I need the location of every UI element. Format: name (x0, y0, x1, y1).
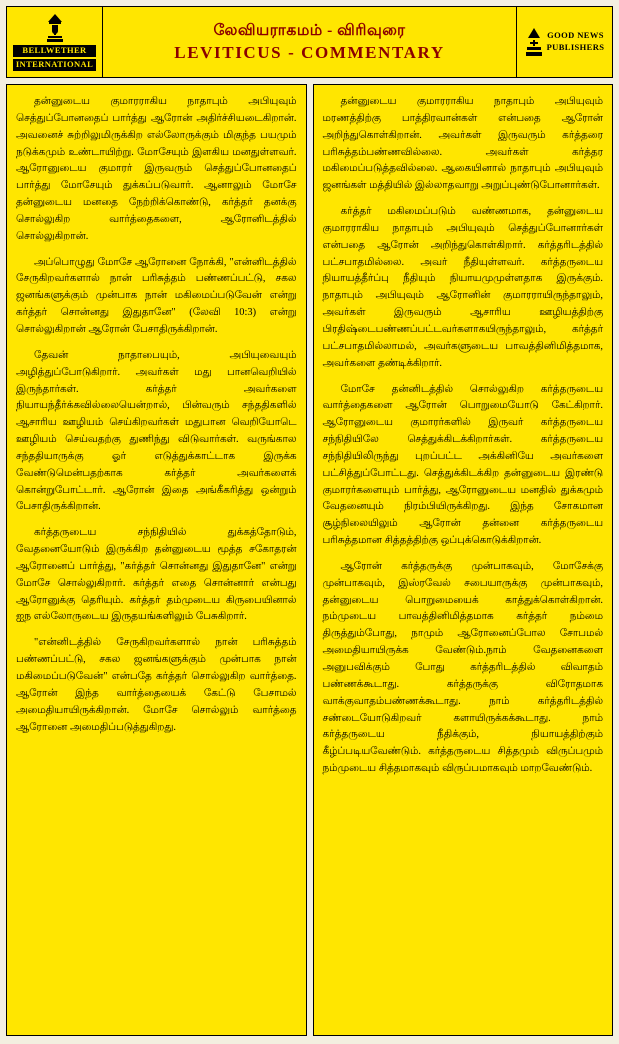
church-steeple-icon (525, 27, 543, 57)
title-english: LEVITICUS - COMMENTARY (174, 42, 445, 62)
right-column (313, 84, 614, 1036)
paragraph: மோசே தன்னிடத்தில் சொல்லுகிற கர்த்தருடைய வார்த்தைகளை ஆரோன் பொறுமையோடு கேட்கிறார். ஆரோனுடைய குமாரர்களில் இருவர் கர்த்தருடைய சந்நிதியிலே செத்துக்கிடக்கிறார்கள். கர்த்தருடைய சந்நிதியிலிருந்து புறப்பட்ட அக்கினியே அவர்களை பட்சித்துப்போட்டது. செத்துக்கிடக்கிற தன்னுடைய இரண்டு குமாரர்களையும் பார்த்து, ஆரோனுடைய மனதில் துக்கமும் வேதனையும் நிரம்பியிருக்கிறது. இந்த சோகமான சூழ்நிலையிலும் ஆரோன் தன்னை கர்த்தருடைய பரிசுத்தமான சித்தத்திற்கு ஒப்புக்கொடுக்கிறான். (322, 383, 603, 547)
logo-line-1: BELLWETHER (13, 45, 96, 57)
logo-line-2: PUBLISHERS (546, 42, 605, 52)
bell-tower-icon (46, 13, 64, 43)
logo-line-2: INTERNATIONAL (13, 59, 96, 71)
title-tamil: லேவியராகமம் - விரிவுரை (213, 21, 406, 39)
paragraph: அப்பொழுது மோசே ஆரோனை நோக்கி, "என்னிடத்தில் சேருகிறவர்களால் நான் பரிசுத்தம் பண்ணப்பட்டு, சகல ஜனங்களுக்கும் முன்பாக நான் மகிமைப்படுவேன் என்று கர்த்தர் சொன்னது இதுதானே" (லேவி 10:3) என்று சொல்லுகிறான் ஆரோன் பேசாதிருக்கிறான். (16, 256, 297, 335)
paragraph: "என்னிடத்தில் சேருகிறவர்களால் நான் பரிசுத்தம் பண்ணப்பட்டு, சகல ஜனங்களுக்கும் முன்பாக நான் மகிமைப்படுவேன்" என்பதே கர்த்தர் சொல்லுகிற வார்த்தை. ஆரோன் இந்த வார்த்தையைக் கேட்டு பேசாமல் அமைதியாயிருக்கிறான். மோசே சொல்லும் வார்த்தை ஆரோனை அமைதிப்படுத்துகிறது. (16, 637, 297, 733)
page-title (103, 7, 516, 77)
left-column (6, 84, 307, 1036)
paragraph: தேவன் நாதாபையும், அபியுவையும் அழித்துப்போடுகிறார். அவர்கள் மது பானவெறியில் இருந்தார்கள். கர்த்தர் அவர்களை நியாயந்தீர்க்கவில்லையென்றால், பின்வரும் சந்ததிகளில் ஆசாரிய ஊழியம் செய்கிறவர்கள் மதுபான வெறியோடெ ஊழியம் செய்வதற்கு துணிந்து விடுவார்கள். வருங்கால சந்ததியாருக்கு ஓர் எடுத்துக்காட்டாக இருக்க வேண்டுமென்பதற்காக கர்த்தர் அவர்களைக் கொன்றுபோட்டார். ஆரோன் இதை அங்கீகரித்து ஒன்றும் பேசாதிருக்கிறான். (16, 349, 297, 513)
paragraph: தன்னுடைய குமாரராகிய நாதாபும் அபியுவும் மரணத்திற்கு பாத்திரவான்கள் என்பதை ஆரோன் அறிந்துகொள்கிறான். அவர்கள் இருவரும் கர்த்தரை பரிசுத்தம்பண்ணவில்லை. அவர்கள் கர்த்தர மகிமைப்படுத்தவில்லை. ஆகையினால் நாதாபும் அபியுவும் ஜனங்கள் மத்தியில் இல்லாதவாறு அறுப்புண்டுபோனார்கள். (322, 96, 603, 192)
document-body (6, 84, 613, 1036)
bellwether-international-logo (7, 7, 103, 77)
paragraph: ஆரோன் கர்த்தருக்கு முன்பாகவும், மோசேக்கு முன்பாகவும், இஸ்ரவேல் சபையாருக்கு முன்பாகவும், தன்னுடைய பொறுமையைக் காத்துக்கொள்கிறான். நம்முடைய பாவத்தினிமித்தமாக கர்த்தர் நம்மை திருத்தும்போது, நாமும் ஆரோனைப்போல சோபமல் அமைதியாயிருக்க வேண்டும்.நாம் வேதனைகளை அனுபவிக்கும் போது கர்த்தரிடத்தில் விவாதம் பண்ணக்கூடாது. கர்த்தருக்கு விரோதமாக வாக்குவாதம்பண்ணக்கூடாது. நாம் கர்த்தரிடத்தில் சண்டையோடுகிறவர் களாயிருக்கக்கூடாது. நாம் கர்த்தருடைய நீதிக்கும், நியாயத்திற்கும் கீழ்ப்படியவேண்டும். கர்த்தருடைய சித்தமும் விருப்பமும் நம்முடைய சித்தமாகவும் விருப்பமாகவும் மாறவேண்டும். (322, 560, 603, 775)
paragraph: கர்த்தருடைய சந்நிதியில் துக்கத்தோடும், வேதனையோடும் இருக்கிற தன்னுடைய மூத்த சகோதரன் ஆரோனைப் பார்த்து, "கர்த்தர் சொன்னது இதுதானே" என்று மோசே சொல்லுகிறார். கர்த்தர் எதை சொன்னார் என்பது ஆரோனுக்கு தெரியும். கர்த்தர் தம்முடைய கிருபையினால் ஐந எல்லோருடைய இருதயங்களிலும் பேசுகிறார். (16, 527, 297, 623)
logo-line-1: GOOD NEWS (547, 30, 604, 41)
paragraph: தன்னுடைய குமாரராகிய நாதாபும் அபியுவும் செத்துப்போனதைப் பார்த்து ஆரோன் அதிர்ச்சியடைகிறான். அவனைச் சுற்றிலுமிருக்கிற எல்லோருக்கும் மிகுந்த பயமும் நடுக்கமும் உண்டாயிற்று. மோசேயும் இளகிய மனதுள்ளவர். ஆரோனுடைய குமாரர் இருவரும் செத்துப்போனதைப் பார்த்து மோசேயும் துக்கப்படுவார். ஆனாலும் மோசே தன்னுடைய மனதை நேற்றிக்கொண்டு, கர்த்தர் தனக்கு சொல்லுகிற வார்த்தைகளை, ஆரோனிடத்தில் சொல்லுகிறான். (16, 96, 297, 242)
paragraph: கர்த்தர் மகிமைப்படும் வண்ணமாக, தன்னுடைய குமாரராகிய நாதாபும் அபியுவும் செத்துப்போனார்கள் என்பதை ஆரோன் அறிந்துகொள்கிறார். கர்த்தரிடத்தில் பட்சபாதமில்லை. அவர் நீதியுள்ளவர். கர்த்தருடைய நியாயத்தீர்ப்பு நீதியும் நியாயமுமுள்ளதாக இருக்கும். நாதாபும் அபியுவும் ஆரோனின் குமாரராயிருந்தாலும், அவர்கள் இருவரும் ஆசாரிய ஊழியத்திற்கு பிரதிஷ்டைபண்ணப்பட்டவர்களாகயிருந்தாலும், கர்த்தர் பட்சபாதமில்லாமல், அவர்களுடைய பாவத்தினிமித்தமாக, அவர்களை தண்டிக்கிறார். (322, 206, 603, 369)
page-header (6, 6, 613, 78)
good-news-publishers-logo (516, 7, 612, 77)
